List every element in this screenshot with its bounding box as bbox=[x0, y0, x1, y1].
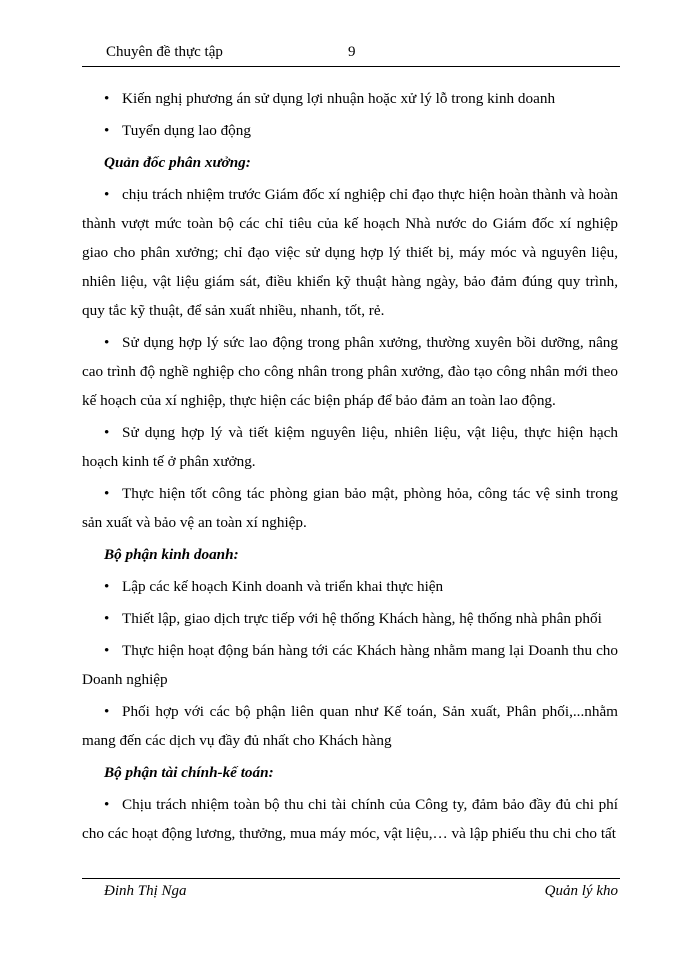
section-heading: Bộ phận kinh doanh: bbox=[104, 546, 239, 563]
page-header bbox=[82, 44, 620, 67]
page-footer bbox=[82, 878, 620, 899]
bullet-text: Thực hiện hoạt động bán hàng tới các Khách hàng nhằm mang lại Doanh thu cho Doanh nghiệp bbox=[82, 642, 618, 688]
section-heading: Quản đốc phân xưởng: bbox=[104, 154, 251, 171]
bullet-item bbox=[82, 116, 618, 145]
document-body bbox=[82, 84, 618, 851]
bullet-item bbox=[82, 636, 618, 694]
bullet-item bbox=[82, 572, 618, 601]
bullet-text: Thực hiện tốt công tác phòng gian bảo mật, phòng hỏa, công tác vệ sinh trong sản xuất và bảo vệ an toàn xí nghiệp. bbox=[82, 485, 618, 531]
bullet-item bbox=[82, 604, 618, 633]
bullet-text: Lập các kế hoạch Kinh doanh và triển khai thực hiện bbox=[122, 578, 444, 595]
bullet-icon: • bbox=[104, 90, 110, 107]
bullet-icon: • bbox=[104, 424, 110, 441]
bullet-text: Thiết lập, giao dịch trực tiếp với hệ thống Khách hàng, hệ thống nhà phân phối bbox=[122, 610, 602, 627]
footer-subject: Quản lý kho bbox=[544, 883, 618, 899]
bullet-text: Sử dụng hợp lý và tiết kiệm nguyên liệu, nhiên liệu, vật liệu, thực hiện hạch hoạch kinh tế ở phân xưởng. bbox=[82, 424, 618, 470]
bullet-icon: • bbox=[104, 610, 110, 627]
page-number: 9 bbox=[348, 44, 356, 60]
bullet-text: Tuyển dụng lao động bbox=[122, 122, 251, 139]
bullet-item bbox=[82, 697, 618, 755]
section-heading: Bộ phận tài chính-kế toán: bbox=[104, 764, 274, 781]
bullet-icon: • bbox=[104, 796, 110, 813]
bullet-text: Sử dụng hợp lý sức lao động trong phân xưởng, thường xuyên bồi dưỡng, nâng cao trình độ nghề nghiệp cho công nhân trong phân xưởng, đào tạo công nhân mới theo kế hoạch của xí nghiệp, thực hiện các biện pháp để bảo đảm an toàn lao động. bbox=[82, 334, 618, 409]
bullet-item bbox=[82, 180, 618, 325]
bullet-icon: • bbox=[104, 334, 110, 351]
bullet-icon: • bbox=[104, 186, 110, 203]
bullet-icon: • bbox=[104, 485, 110, 502]
bullet-text: Chịu trách nhiệm toàn bộ thu chi tài chính của Công ty, đảm bảo đầy đủ chi phí cho các hoạt động lương, thưởng, mua máy móc, vật liệu,… và lập phiếu thu chi cho tất bbox=[82, 796, 618, 842]
bullet-item bbox=[82, 84, 618, 113]
bullet-item bbox=[82, 418, 618, 476]
bullet-icon: • bbox=[104, 578, 110, 595]
bullet-text: Phối hợp với các bộ phận liên quan như Kế toán, Sản xuất, Phân phối,...nhằm mang đến các dịch vụ đầy đủ nhất cho Khách hàng bbox=[82, 703, 618, 749]
footer-author: Đinh Thị Nga bbox=[104, 883, 187, 899]
bullet-item bbox=[82, 479, 618, 537]
header-title: Chuyên đề thực tập bbox=[106, 44, 223, 60]
bullet-text: chịu trách nhiệm trước Giám đốc xí nghiệp chỉ đạo thực hiện hoàn thành và hoàn thành vượt mức toàn bộ các chỉ tiêu của kế hoạch Nhà nước do Giám đốc xí nghiệp giao cho phân xưởng; chỉ đạo việc sử dụng hợp lý thiết bị, máy móc và nguyên liệu, nhiên liệu, vật liệu giám sát, điều khiển kỹ thuật hàng ngày, bảo đảm đúng quy trình, quy tắc kỹ thuật, để sản xuất nhiều, nhanh, tốt, rẻ. bbox=[82, 186, 618, 319]
bullet-icon: • bbox=[104, 122, 110, 139]
bullet-icon: • bbox=[104, 703, 110, 720]
bullet-item bbox=[82, 790, 618, 848]
bullet-item bbox=[82, 328, 618, 415]
bullet-icon: • bbox=[104, 642, 110, 659]
bullet-text: Kiến nghị phương án sử dụng lợi nhuận hoặc xử lý lỗ trong kinh doanh bbox=[122, 90, 556, 107]
